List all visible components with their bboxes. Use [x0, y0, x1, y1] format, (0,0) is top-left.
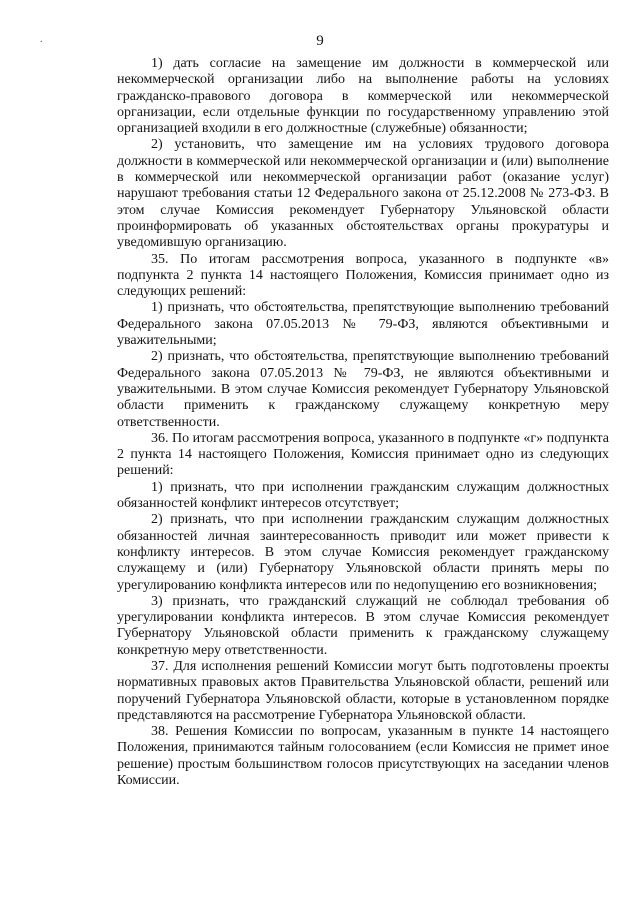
paragraph-36-item-1: 1) признать, что при исполнении гражданским служащим должностных обязанностей конфликт интересов отсутствует; [117, 479, 609, 512]
paragraph-37: 37. Для исполнения решений Комиссии могут быть подготовлены проекты нормативных правовых актов Правительства Ульяновской области, решений или поручений Губернатора Ульяновской области, которые в установленном порядке представляются на рассмотрение Губернатора Ульяновской области. [117, 658, 609, 723]
paragraph-34-item-2: 2) установить, что замещение им на условиях трудового договора должности в коммерческой или некоммерческой организации и (или) выполнение в коммерческой или некоммерческой организации работ (оказание услуг) нарушают требования статьи 12 Федерального закона от 25.12.2008 № 273-ФЗ. В этом случае Комиссия рекомендует Губернатору Ульяновской области проинформировать об указанных обстоятельствах органы прокуратуры и уведомившую организацию. [117, 137, 609, 251]
paragraph-36-item-3: 3) признать, что гражданский служащий не соблюдал требования об урегулировании конфликта интересов. В этом случае Комиссия рекомендует Губернатору Ульяновской области применить к гражданскому служащему конкретную меру ответственности. [117, 593, 609, 658]
paragraph-34-item-1: 1) дать согласие на замещение им должности в коммерческой или некоммерческой организации либо на выполнение работы на условиях гражданско-правового договора в коммерческой или некоммерческой организации, если отдельные функции по государственному управлению этой организацией входили в его должностные (служебные) обязанности; [117, 56, 609, 137]
paragraph-38: 38. Решения Комиссии по вопросам, указанным в пункте 14 настоящего Положения, принимаются тайным голосованием (если Комиссия не примет иное решение) простым большинством голосов присутствующих на заседании членов Комиссии. [117, 724, 609, 789]
paragraph-35-item-2: 2) признать, что обстоятельства, препятствующие выполнению требований Федерального закона 07.05.2013 № 79-ФЗ, не являются объективными и уважительными. В этом случае Комиссия рекомендует Губернатору Ульяновской области применить к гражданскому служащему конкретную меру ответственности. [117, 349, 609, 430]
scan-speck: . [40, 34, 43, 45]
document-body [117, 56, 609, 789]
page-number: 9 [316, 33, 324, 49]
paragraph-36-item-2: 2) признать, что при исполнении гражданским служащим должностных обязанностей личная заинтересованность приводит или может привести к конфликту интересов. В этом случае Комиссия рекомендует гражданскому служащему и (или) Губернатору Ульяновской области принять меры по урегулированию конфликта интересов или по недопущению его возникновения; [117, 512, 609, 593]
paragraph-35: 35. По итогам рассмотрения вопроса, указанного в подпункте «в» подпункта 2 пункта 14 настоящего Положения, Комиссия принимает одно из следующих решений: [117, 251, 609, 300]
paragraph-35-item-1: 1) признать, что обстоятельства, препятствующие выполнению требований Федерального закона 07.05.2013 № 79-ФЗ, являются объективными и уважительными; [117, 300, 609, 349]
paragraph-36: 36. По итогам рассмотрения вопроса, указанного в подпункте «г» подпункта 2 пункта 14 настоящего Положения, Комиссия принимает одно из следующих решений: [117, 430, 609, 479]
